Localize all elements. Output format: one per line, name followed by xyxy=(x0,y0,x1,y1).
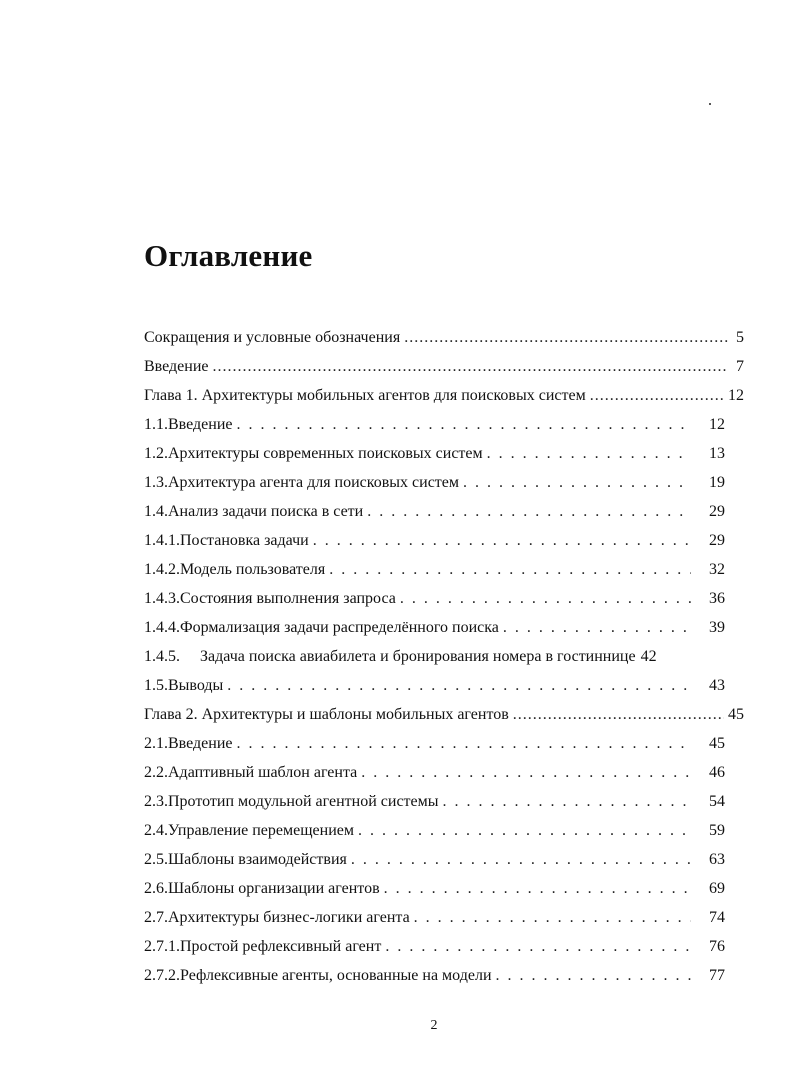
toc-entry-label: Задача поиска авиабилета и бронирования номера в гостиннице xyxy=(200,648,636,665)
toc-entry[interactable] xyxy=(144,845,744,874)
toc-entry-label: Введение xyxy=(168,735,233,752)
dot-leader xyxy=(384,874,691,903)
dot-leader xyxy=(487,439,691,468)
toc-entry-label: Рефлексивные агенты, основанные на модели xyxy=(180,967,492,984)
toc-entry[interactable] xyxy=(144,381,744,410)
toc-entry[interactable] xyxy=(144,816,744,845)
toc-entry[interactable] xyxy=(144,526,744,555)
toc-entry[interactable] xyxy=(144,613,744,642)
toc-entry-page: 12 xyxy=(728,387,744,404)
dot-leader xyxy=(329,555,691,584)
toc-entry-label: Шаблоны взаимодействия xyxy=(168,851,347,868)
toc-entry-page: 29 xyxy=(709,503,725,520)
toc-entry-label: Архитектуры бизнес-логики агента xyxy=(168,909,410,926)
toc-entry-number: 1.3. xyxy=(144,474,168,491)
toc-entry-number: 2.3. xyxy=(144,793,168,810)
dot-leader xyxy=(400,584,691,613)
toc-entry-number: 2.7. xyxy=(144,909,168,926)
toc-entry-page: 42 xyxy=(640,648,657,665)
toc-entry[interactable] xyxy=(144,352,744,381)
dot-leader xyxy=(367,497,691,526)
dot-leader xyxy=(358,816,691,845)
page-title: Оглавление xyxy=(144,238,313,273)
toc-entry-number: 1.4.5. xyxy=(144,648,180,665)
toc-entry[interactable] xyxy=(144,758,744,787)
toc-entry-number: 1.4.2. xyxy=(144,561,180,578)
toc-entry-label: Шаблоны организации агентов xyxy=(168,880,380,897)
toc-entry-number: 1.5. xyxy=(144,677,168,694)
toc-entry-page: 19 xyxy=(709,474,725,491)
dot-leader xyxy=(414,903,691,932)
toc-entry-page: 63 xyxy=(709,851,725,868)
dot-leader xyxy=(404,323,728,352)
toc-entry[interactable] xyxy=(144,700,744,729)
toc-entry[interactable] xyxy=(144,497,744,526)
dot-leader xyxy=(443,787,691,816)
dot-leader xyxy=(513,700,724,729)
toc-entry-page: 32 xyxy=(709,561,725,578)
toc-entry[interactable] xyxy=(144,584,744,613)
toc-entry-page: 77 xyxy=(709,967,725,984)
toc-entry-number: 2.7.2. xyxy=(144,967,180,984)
toc-entry[interactable] xyxy=(144,671,744,700)
dot-leader xyxy=(590,381,724,410)
toc-entry-label: Управление перемещением xyxy=(168,822,355,839)
toc-entry[interactable] xyxy=(144,874,744,903)
toc-entry-page: 54 xyxy=(709,793,725,810)
toc-entry-label: Состояния выполнения запроса xyxy=(180,590,396,607)
dot-leader xyxy=(313,526,691,555)
toc-entry-page: 43 xyxy=(709,677,725,694)
toc-entry-label: Введение xyxy=(144,358,209,375)
toc-entry[interactable] xyxy=(144,410,744,439)
toc-entry[interactable] xyxy=(144,555,744,584)
toc-entry-number: 2.1. xyxy=(144,735,168,752)
dot-leader xyxy=(351,845,691,874)
toc-entry-label: Формализация задачи распределённого поиска xyxy=(180,619,499,636)
toc-entry[interactable] xyxy=(144,787,744,816)
toc-entry-page: 7 xyxy=(736,358,744,375)
toc-entry[interactable] xyxy=(144,961,744,990)
scan-speck xyxy=(709,103,711,105)
toc-entry[interactable] xyxy=(144,729,744,758)
dot-leader xyxy=(496,961,691,990)
toc-entry-number: 2.6. xyxy=(144,880,168,897)
dot-leader xyxy=(361,758,691,787)
toc-entry-page: 76 xyxy=(709,938,725,955)
toc-entry-label: Архитектура агента для поисковых систем xyxy=(168,474,460,491)
table-of-contents xyxy=(144,323,744,990)
toc-entry[interactable] xyxy=(144,323,744,352)
toc-entry-page: 36 xyxy=(709,590,725,607)
toc-entry-number: 1.2. xyxy=(144,445,168,462)
toc-entry-number: 1.4. xyxy=(144,503,168,520)
toc-entry-label: Глава 2. Архитектуры и шаблоны мобильных агентов xyxy=(144,706,509,723)
toc-entry-page: 12 xyxy=(709,416,725,433)
toc-entry-number: 2.7.1. xyxy=(144,938,180,955)
toc-entry-label: Адаптивный шаблон агента xyxy=(168,764,358,781)
toc-entry-number: 1.4.3. xyxy=(144,590,180,607)
toc-entry-page: 39 xyxy=(709,619,725,636)
dot-leader xyxy=(385,932,691,961)
toc-entry[interactable] xyxy=(144,439,744,468)
toc-entry-page: 69 xyxy=(709,880,725,897)
toc-entry[interactable] xyxy=(144,642,744,671)
toc-entry-label: Модель пользователя xyxy=(180,561,326,578)
toc-entry-page: 46 xyxy=(709,764,725,781)
toc-entry-page: 13 xyxy=(709,445,725,462)
toc-entry-label: Постановка задачи xyxy=(180,532,309,549)
toc-entry-number: 2.5. xyxy=(144,851,168,868)
toc-entry-label: Введение xyxy=(168,416,233,433)
toc-entry[interactable] xyxy=(144,903,744,932)
toc-entry-number: 1.4.1. xyxy=(144,532,180,549)
dot-leader xyxy=(237,410,692,439)
dot-leader xyxy=(237,729,692,758)
toc-entry-number: 2.2. xyxy=(144,764,168,781)
toc-entry-page: 59 xyxy=(709,822,725,839)
toc-entry-label: Прототип модульной агентной системы xyxy=(168,793,439,810)
toc-entry-label: Выводы xyxy=(168,677,224,694)
dot-leader xyxy=(503,613,691,642)
toc-entry-number: 1.4.4. xyxy=(144,619,180,636)
toc-entry-number: 2.4. xyxy=(144,822,168,839)
toc-entry-label: Архитектуры современных поисковых систем xyxy=(168,445,483,462)
toc-entry[interactable] xyxy=(144,468,744,497)
toc-entry-label: Глава 1. Архитектуры мобильных агентов для поисковых систем xyxy=(144,387,586,404)
toc-entry-page: 29 xyxy=(709,532,725,549)
toc-entry-label: Анализ задачи поиска в сети xyxy=(168,503,364,520)
toc-entry-page: 45 xyxy=(709,735,725,752)
toc-entry-page: 45 xyxy=(728,706,744,723)
toc-entry-label: Сокращения и условные обозначения xyxy=(144,329,401,346)
dot-leader xyxy=(227,671,691,700)
toc-entry-page: 74 xyxy=(709,909,725,926)
dot-leader xyxy=(213,352,729,381)
page-number: 2 xyxy=(430,1018,438,1033)
toc-entry-label: Простой рефлексивный агент xyxy=(180,938,382,955)
toc-entry-number: 1.1. xyxy=(144,416,168,433)
toc-entry-page: 5 xyxy=(736,329,744,346)
dot-leader xyxy=(463,468,691,497)
toc-entry[interactable] xyxy=(144,932,744,961)
